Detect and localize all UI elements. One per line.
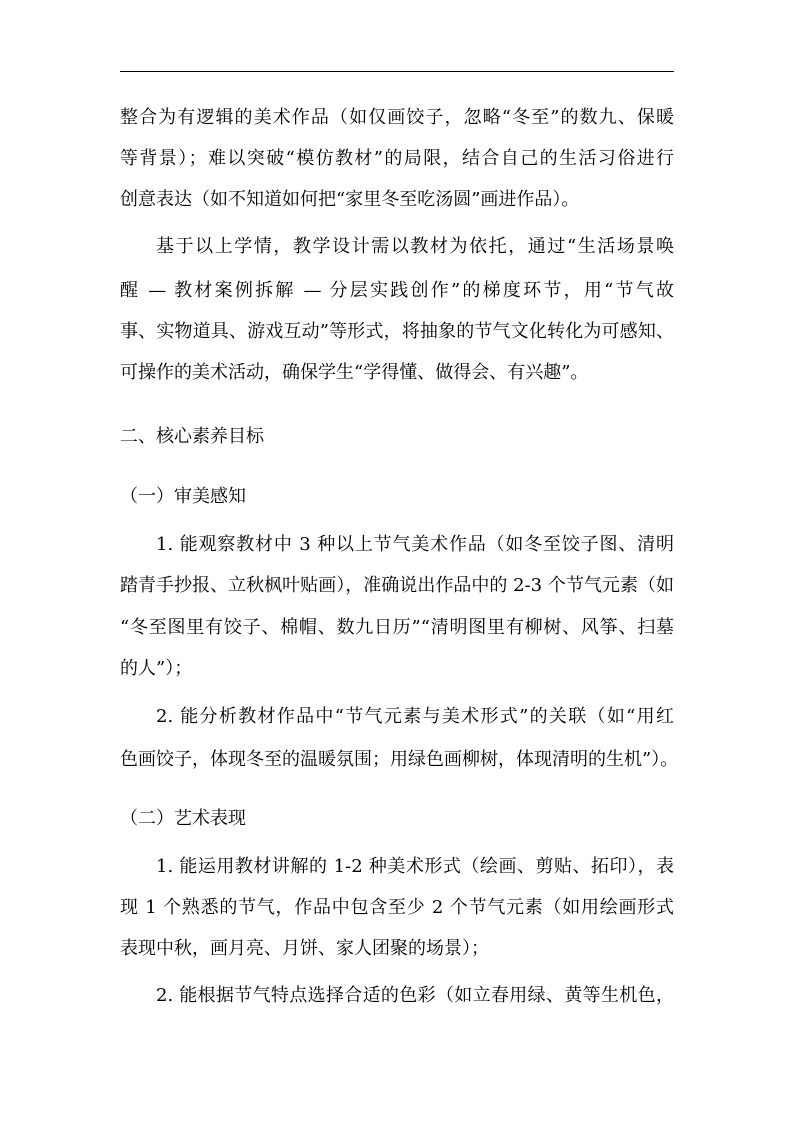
text-line: 2. 能分析教材作品中“节气元素与美术形式”的关联（如“用红: [156, 706, 674, 727]
text-line: 的人”）；: [120, 658, 193, 679]
text-line: 踏青手抄报、立秋枫叶贴画），准确说出作品中的 2-3 个节气元素（如: [120, 575, 674, 596]
text-line: 基于以上学情，教学设计需以教材为依托，通过“生活场景唤: [156, 236, 674, 257]
text-line: 等背景）；难以突破“模仿教材”的局限，结合自己的生活习俗进行: [120, 148, 674, 169]
text-line: 整合为有逻辑的美术作品（如仅画饺子，忽略“冬至”的数九、保暖: [120, 107, 674, 128]
text-line: 创意表达（如不知道如何把“家里冬至吃汤圆”画进作品）。: [120, 189, 580, 210]
text-line: 表现中秋，画月亮、月饼、家人团聚的场景）；: [120, 938, 489, 959]
text-line: 2. 能根据节气特点选择合适的色彩（如立春用绿、黄等生机色，: [156, 985, 674, 1006]
text-line: 1. 能观察教材中 3 种以上节气美术作品（如冬至饺子图、清明: [156, 534, 674, 555]
text-line: 事、实物道具、游戏互动”等形式，将抽象的节气文化转化为可感知、: [120, 321, 674, 342]
text-line: 色画饺子，体现冬至的温暖氛围；用绿色画柳树，体现清明的生机”）。: [120, 749, 679, 770]
text-line: 醒 — 教材案例拆解 — 分层实践创作”的梯度环节，用“节气故: [120, 280, 674, 301]
text-line: 现 1 个熟悉的节气，作品中包含至少 2 个节气元素（如用绘画形式: [120, 897, 674, 918]
text-line: “冬至图里有饺子、棉帽、数九日历”“清明图里有柳树、风筝、扫墓: [120, 617, 674, 638]
section-heading: 二、核心素养目标: [120, 426, 264, 447]
subsection-heading: （二）艺术表现: [120, 808, 246, 829]
subsection-heading: （一）审美感知: [120, 486, 246, 507]
text-line: 1. 能运用教材讲解的 1-2 种美术形式（绘画、剪贴、拓印），表: [156, 856, 674, 877]
header-rule: [120, 71, 674, 72]
text-line: 可操作的美术活动，确保学生“学得懂、做得会、有兴趣”。: [120, 362, 589, 383]
